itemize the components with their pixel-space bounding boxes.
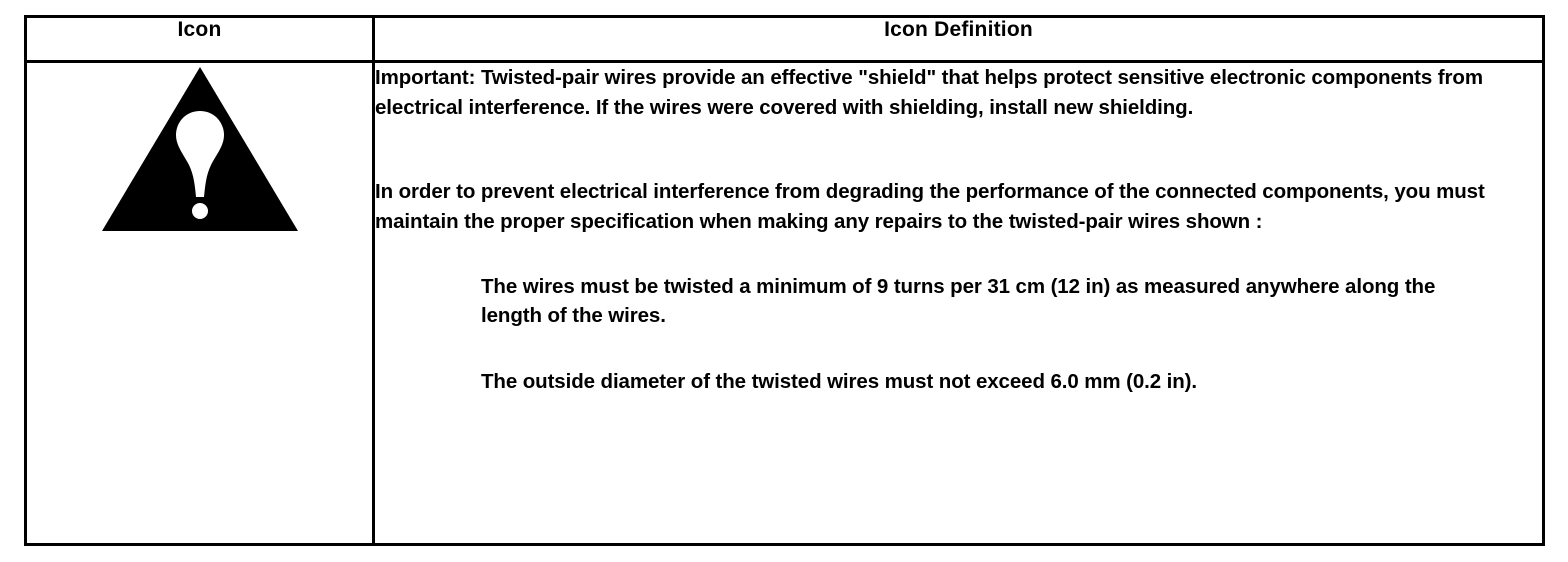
definition-paragraph-2: In order to prevent electrical interference from degrading the performance of the connected components, you must maintain the proper specification when making any repairs to the twisted-pair wires shown : — [375, 180, 1485, 234]
list-item: The wires must be twisted a minimum of 9 turns per 31 cm (12 in) as measured anywhere along the length of the wires. — [481, 274, 1436, 328]
table-row — [26, 62, 1544, 545]
icon-definition-table — [24, 15, 1545, 546]
column-header-icon-definition: Icon Definition — [374, 17, 1544, 62]
definition-bullet-list — [375, 272, 1542, 397]
table-header-row — [26, 17, 1544, 62]
warning-triangle-exclamation-icon — [27, 63, 372, 240]
definition-paragraph-1: Important: Twisted-pair wires provide an effective "shield" that helps protect sensitive electronic components from electrical interference. If the wires were covered with shielding, install new shielding. — [375, 66, 1483, 120]
list-item: The outside diameter of the twisted wires must not exceed 6.0 mm (0.2 in). — [481, 369, 1197, 393]
icon-cell — [26, 62, 374, 545]
definition-cell — [374, 62, 1544, 545]
column-header-icon: Icon — [26, 17, 374, 62]
